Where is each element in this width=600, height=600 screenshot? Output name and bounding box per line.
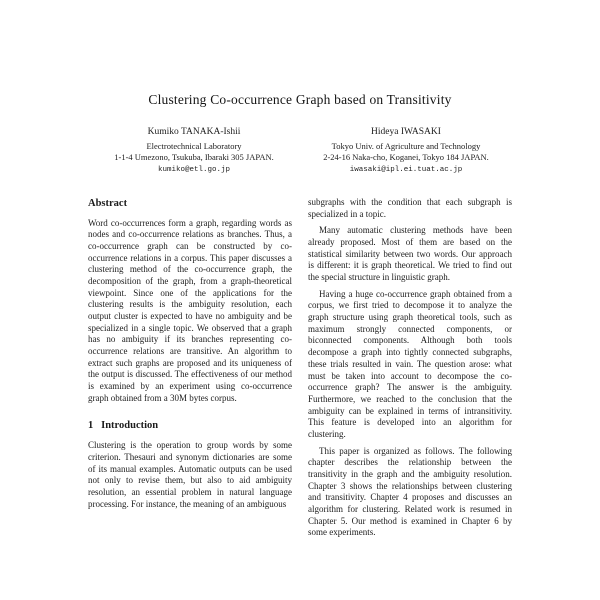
page-content <box>88 92 512 544</box>
author-address: 1-1-4 Umezono, Tsukuba, Ibaraki 305 JAPAN. <box>114 152 274 163</box>
right-column-paragraph: This paper is organized as follows. The following chapter describes the relationship between the transitivity in the graph and the ambiguity resolution. Chapter 3 shows the relationships between clustering and transitivity. Chapter 4 proposes and discusses an algorithm for clustering. Related work is resumed in Chapter 5. Our method is examined in Chapter 6 by some experiments. <box>308 445 512 538</box>
author-block <box>88 126 512 175</box>
abstract-heading: Abstract <box>88 197 128 209</box>
right-column-paragraph: Many automatic clustering methods have been already proposed. Most of them are based on the statistical similarity between two words. Our approach is different: it is graph theoretical. We tried to find out the special structure in linguistic graph. <box>308 225 512 282</box>
author-affiliation: Electrotechnical Laboratory <box>146 140 242 151</box>
left-column <box>88 197 292 544</box>
author-address: 2-24-16 Naka-cho, Koganei, Tokyo 184 JAPAN. <box>323 152 489 163</box>
two-column-body <box>88 197 512 544</box>
right-column-paragraph: Having a huge co-occurrence graph obtained from a corpus, we first tried to decompose it to analyze the graph structure using graph theoretical tools, such as maximum strongly connected components, or biconnected components. Although both tools decompose a graph into tightly connected subgraphs, these trials resulted in vain. The question arose: what must be taken into account to decompose the co-occurrence graph? The answer is the ambiguity. Furthermore, we reached to the conclusion that the ambiguity can be explained in terms of intransitivity. This feature is developed into an algorithm for clustering. <box>308 288 512 439</box>
abstract-body: Word co-occurrences form a graph, regarding words as nodes and co-occurrence relations as branches. Thus, a co-occurrence graph can be constructed by co-occurrence relations in a corpus. This paper discusses a clustering method of the co-occurrence graph, the decomposition of the graph, from a graph-theoretical viewpoint. Since one of the applications for the clustering results is the ambiguity resolution, each output cluster is expected to have no ambiguity and be specialized in a single topic. We observed that a graph has no ambiguity if its branches representing co-occurrence relations are transitive. An algorithm to extract such graphs are proposed and its uniqueness of the output is discussed. The effectiveness of our method is examined by an experiment using co-occurrence graph obtained from a 30M bytes corpus. <box>88 217 292 403</box>
introduction-paragraph: Clustering is the operation to group words by some criterion. Thesauri and synonym dictionaries are some of its manual examples. Automatic outputs can be used not only to revise them, but also to aid ambiguity resolution, an essential problem in natural language processing. For instance, the meaning of an ambiguous <box>88 440 292 509</box>
author-name: Hideya IWASAKI <box>371 127 441 137</box>
paper-title: Clustering Co-occurrence Graph based on Transitivity <box>148 92 452 107</box>
author-affiliation: Tokyo Univ. of Agriculture and Technology <box>331 140 481 151</box>
author-left <box>88 126 300 175</box>
author-email: iwasaki@ipl.ei.tuat.ac.jp <box>349 165 463 174</box>
author-email: kumiko@etl.go.jp <box>157 165 230 174</box>
right-column <box>308 197 512 544</box>
section-1-heading: 1 Introduction <box>88 419 159 431</box>
right-column-paragraph-continuation: subgraphs with the condition that each subgraph is specialized in a topic. <box>308 196 512 219</box>
author-right <box>300 126 512 175</box>
author-name: Kumiko TANAKA-Ishii <box>147 127 241 137</box>
